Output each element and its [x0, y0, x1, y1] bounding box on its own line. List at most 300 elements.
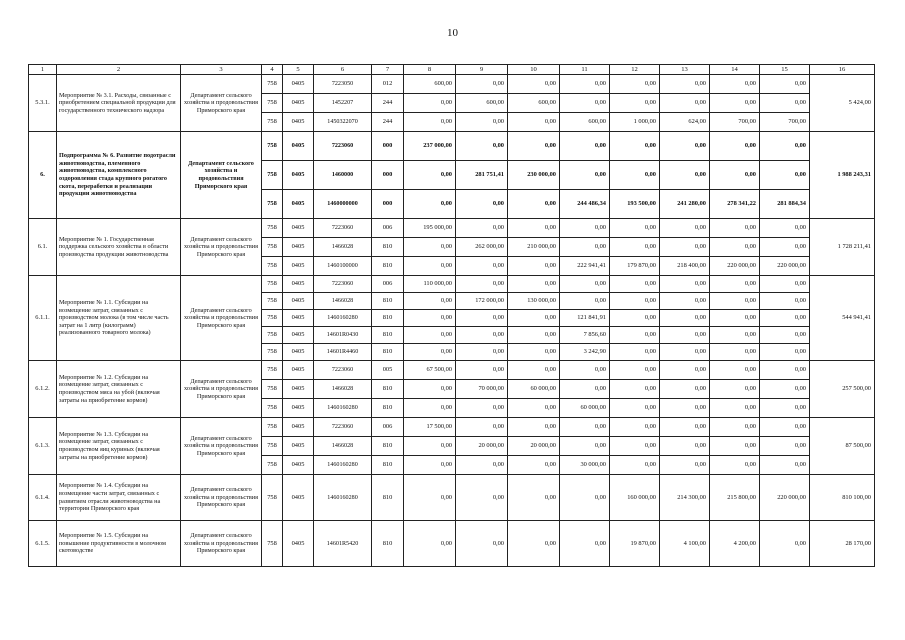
amount-cell: 0,00: [456, 521, 508, 567]
amount-cell: 600,00: [560, 113, 610, 132]
responsible-department: Департамент сельского хозяйства и продовольствия Приморского края: [181, 418, 262, 475]
amount-cell: 0,00: [560, 75, 610, 94]
grbs-code: 758: [262, 276, 283, 293]
column-header: 9: [456, 65, 508, 75]
item-number: 6.1.2.: [29, 361, 57, 418]
grbs-code: 758: [262, 293, 283, 310]
target-article-code: 7223060: [314, 418, 372, 437]
responsible-department: Департамент сельского хозяйства и продовольствия Приморского края: [181, 276, 262, 361]
amount-cell: 195 000,00: [404, 219, 456, 238]
amount-cell: 30 000,00: [560, 456, 610, 475]
amount-cell: 0,00: [760, 161, 810, 190]
page-number: 10: [447, 27, 458, 39]
amount-cell: 0,00: [508, 327, 560, 344]
total-amount: 1 728 211,41: [810, 219, 875, 276]
amount-cell: 600,00: [508, 94, 560, 113]
target-article-code: 14601R5420: [314, 521, 372, 567]
amount-cell: 0,00: [710, 219, 760, 238]
amount-cell: 0,00: [710, 161, 760, 190]
item-description: Подпрограмма № 6. Развитие подотрасли животноводства, племенного животноводства, комплексного оздоровления стада крупного рогатого скота, переработки и реализации продукции животноводства: [57, 132, 181, 219]
expense-type-code: 810: [372, 310, 404, 327]
amount-cell: 600,00: [456, 94, 508, 113]
amount-cell: 0,00: [456, 456, 508, 475]
section-code: 0405: [283, 475, 314, 521]
amount-cell: 67 500,00: [404, 361, 456, 380]
target-article-code: 1460160280: [314, 399, 372, 418]
amount-cell: 0,00: [456, 418, 508, 437]
amount-cell: 0,00: [560, 475, 610, 521]
section-code: 0405: [283, 521, 314, 567]
amount-cell: 0,00: [610, 344, 660, 361]
section-code: 0405: [283, 161, 314, 190]
column-header: 13: [660, 65, 710, 75]
item-description: Мероприятие № 3.1. Расходы, связанные с приобретением специальной продукции для государственного технического надзора: [57, 75, 181, 132]
total-amount: 87 500,00: [810, 418, 875, 475]
amount-cell: 0,00: [660, 75, 710, 94]
amount-cell: 0,00: [508, 418, 560, 437]
amount-cell: 0,00: [760, 75, 810, 94]
item-number: 6.1.1.: [29, 276, 57, 361]
grbs-code: 758: [262, 521, 283, 567]
amount-cell: 0,00: [660, 132, 710, 161]
amount-cell: 0,00: [560, 293, 610, 310]
column-header: 14: [710, 65, 760, 75]
section-code: 0405: [283, 380, 314, 399]
item-number: 6.1.5.: [29, 521, 57, 567]
item-description: Мероприятие № 1.3. Субсидии на возмещение затрат, связанных с производством яиц куриных (включая затраты на приобретение кормов): [57, 418, 181, 475]
grbs-code: 758: [262, 437, 283, 456]
amount-cell: 220 000,00: [760, 475, 810, 521]
amount-cell: 0,00: [404, 437, 456, 456]
amount-cell: 0,00: [456, 361, 508, 380]
amount-cell: 0,00: [508, 310, 560, 327]
amount-cell: 0,00: [508, 132, 560, 161]
amount-cell: 0,00: [660, 238, 710, 257]
expense-type-code: 810: [372, 456, 404, 475]
column-header: 2: [57, 65, 181, 75]
amount-cell: 0,00: [560, 161, 610, 190]
amount-cell: 60 000,00: [560, 399, 610, 418]
column-header: 10: [508, 65, 560, 75]
item-number: 5.3.1.: [29, 75, 57, 132]
total-amount: 257 500,00: [810, 361, 875, 418]
amount-cell: 0,00: [456, 310, 508, 327]
amount-cell: 0,00: [610, 161, 660, 190]
section-code: 0405: [283, 418, 314, 437]
amount-cell: 3 242,90: [560, 344, 610, 361]
amount-cell: 0,00: [404, 456, 456, 475]
amount-cell: 0,00: [660, 219, 710, 238]
amount-cell: 0,00: [610, 399, 660, 418]
section-code: 0405: [283, 456, 314, 475]
section-code: 0405: [283, 190, 314, 219]
section-code: 0405: [283, 344, 314, 361]
expense-type-code: 810: [372, 475, 404, 521]
amount-cell: 60 000,00: [508, 380, 560, 399]
grbs-code: 758: [262, 238, 283, 257]
target-article-code: 1466028: [314, 238, 372, 257]
target-article-code: 7223060: [314, 132, 372, 161]
section-code: 0405: [283, 361, 314, 380]
table-row: [29, 276, 875, 293]
column-header: 16: [810, 65, 875, 75]
amount-cell: 0,00: [560, 521, 610, 567]
amount-cell: 0,00: [710, 276, 760, 293]
amount-cell: 0,00: [760, 327, 810, 344]
amount-cell: 0,00: [610, 361, 660, 380]
amount-cell: 0,00: [456, 276, 508, 293]
table-row: [29, 475, 875, 521]
expense-type-code: 810: [372, 293, 404, 310]
amount-cell: 0,00: [760, 437, 810, 456]
section-code: 0405: [283, 310, 314, 327]
amount-cell: 0,00: [710, 293, 760, 310]
amount-cell: 0,00: [560, 380, 610, 399]
amount-cell: 160 000,00: [610, 475, 660, 521]
section-code: 0405: [283, 276, 314, 293]
amount-cell: 172 000,00: [456, 293, 508, 310]
amount-cell: 0,00: [456, 190, 508, 219]
amount-cell: 121 841,91: [560, 310, 610, 327]
section-code: 0405: [283, 113, 314, 132]
amount-cell: 0,00: [710, 399, 760, 418]
table-row: [29, 75, 875, 94]
expense-type-code: 810: [372, 437, 404, 456]
target-article-code: 1460000: [314, 161, 372, 190]
amount-cell: 0,00: [660, 399, 710, 418]
amount-cell: 0,00: [456, 132, 508, 161]
amount-cell: 0,00: [508, 190, 560, 219]
amount-cell: 0,00: [760, 310, 810, 327]
grbs-code: 758: [262, 344, 283, 361]
amount-cell: 0,00: [710, 418, 760, 437]
amount-cell: 0,00: [610, 219, 660, 238]
amount-cell: 0,00: [508, 399, 560, 418]
total-amount: 544 941,41: [810, 276, 875, 361]
target-article-code: 1460100000: [314, 257, 372, 276]
expense-type-code: 005: [372, 361, 404, 380]
table-row: [29, 418, 875, 437]
amount-cell: 0,00: [404, 475, 456, 521]
section-code: 0405: [283, 399, 314, 418]
grbs-code: 758: [262, 190, 283, 219]
amount-cell: 0,00: [610, 418, 660, 437]
amount-cell: 0,00: [760, 380, 810, 399]
amount-cell: 222 941,41: [560, 257, 610, 276]
amount-cell: 19 870,00: [610, 521, 660, 567]
amount-cell: 0,00: [760, 344, 810, 361]
section-code: 0405: [283, 257, 314, 276]
amount-cell: 624,00: [660, 113, 710, 132]
table-row: [29, 361, 875, 380]
expense-type-code: 006: [372, 219, 404, 238]
amount-cell: 0,00: [710, 327, 760, 344]
amount-cell: 0,00: [660, 327, 710, 344]
amount-cell: 0,00: [660, 437, 710, 456]
expense-type-code: 810: [372, 521, 404, 567]
amount-cell: 0,00: [456, 399, 508, 418]
amount-cell: 0,00: [508, 521, 560, 567]
target-article-code: 7223060: [314, 219, 372, 238]
target-article-code: 7223060: [314, 361, 372, 380]
amount-cell: 0,00: [610, 456, 660, 475]
amount-cell: 700,00: [760, 113, 810, 132]
amount-cell: 0,00: [456, 75, 508, 94]
amount-cell: 20 000,00: [456, 437, 508, 456]
amount-cell: 0,00: [710, 437, 760, 456]
amount-cell: 0,00: [404, 380, 456, 399]
amount-cell: 0,00: [760, 94, 810, 113]
item-description: Мероприятие № 1. Государственная поддержка сельского хозяйства в области производства продукции животноводства: [57, 219, 181, 276]
amount-cell: 0,00: [404, 399, 456, 418]
amount-cell: 0,00: [710, 380, 760, 399]
table-row: [29, 521, 875, 567]
amount-cell: 0,00: [456, 257, 508, 276]
target-article-code: 1466028: [314, 380, 372, 399]
grbs-code: 758: [262, 380, 283, 399]
amount-cell: 179 870,00: [610, 257, 660, 276]
grbs-code: 758: [262, 219, 283, 238]
amount-cell: 0,00: [710, 132, 760, 161]
column-header: 7: [372, 65, 404, 75]
amount-cell: 0,00: [560, 361, 610, 380]
expense-type-code: 810: [372, 399, 404, 418]
grbs-code: 758: [262, 257, 283, 276]
amount-cell: 4 200,00: [710, 521, 760, 567]
column-header: 3: [181, 65, 262, 75]
amount-cell: 20 000,00: [508, 437, 560, 456]
amount-cell: 0,00: [560, 238, 610, 257]
expense-type-code: 810: [372, 327, 404, 344]
table-row: [29, 132, 875, 161]
section-code: 0405: [283, 94, 314, 113]
total-amount: 810 100,00: [810, 475, 875, 521]
table-row: [29, 219, 875, 238]
expense-type-code: 006: [372, 418, 404, 437]
amount-cell: 0,00: [456, 475, 508, 521]
amount-cell: 0,00: [710, 456, 760, 475]
amount-cell: 0,00: [508, 113, 560, 132]
grbs-code: 758: [262, 310, 283, 327]
amount-cell: 0,00: [560, 219, 610, 238]
amount-cell: 0,00: [508, 475, 560, 521]
total-amount: 1 988 243,31: [810, 132, 875, 219]
amount-cell: 193 500,00: [610, 190, 660, 219]
expense-type-code: 000: [372, 161, 404, 190]
amount-cell: 0,00: [660, 418, 710, 437]
responsible-department: Департамент сельского хозяйства и продовольствия Приморского края: [181, 475, 262, 521]
amount-cell: 130 000,00: [508, 293, 560, 310]
expense-type-code: 006: [372, 276, 404, 293]
amount-cell: 0,00: [710, 344, 760, 361]
expense-type-code: 000: [372, 132, 404, 161]
amount-cell: 262 000,00: [456, 238, 508, 257]
item-description: Мероприятие № 1.1. Субсидии на возмещение затрат, связанных с производством молока (в том числе часть затрат на 1 литр (килограмм) реализованного товарного молока): [57, 276, 181, 361]
responsible-department: Департамент сельского хозяйства и продовольствия Приморского края: [181, 75, 262, 132]
amount-cell: 230 000,00: [508, 161, 560, 190]
target-article-code: 1452207: [314, 94, 372, 113]
amount-cell: 0,00: [456, 327, 508, 344]
target-article-code: 7223060: [314, 276, 372, 293]
column-header: 6: [314, 65, 372, 75]
responsible-department: Департамент сельского хозяйства и продовольствия Приморского края: [181, 132, 262, 219]
expense-type-code: 810: [372, 238, 404, 257]
item-number: 6.: [29, 132, 57, 219]
responsible-department: Департамент сельского хозяйства и продовольствия Приморского края: [181, 361, 262, 418]
column-header: 12: [610, 65, 660, 75]
amount-cell: 0,00: [710, 310, 760, 327]
expense-type-code: 810: [372, 344, 404, 361]
amount-cell: 0,00: [508, 219, 560, 238]
section-code: 0405: [283, 437, 314, 456]
target-article-code: 1460160280: [314, 475, 372, 521]
amount-cell: 241 280,00: [660, 190, 710, 219]
amount-cell: 0,00: [560, 418, 610, 437]
item-description: Мероприятие № 1.5. Субсидии на повышение продуктивности в молочном скотоводстве: [57, 521, 181, 567]
amount-cell: 0,00: [660, 456, 710, 475]
target-article-code: 1450322070: [314, 113, 372, 132]
amount-cell: 0,00: [660, 161, 710, 190]
amount-cell: 281 751,41: [456, 161, 508, 190]
amount-cell: 278 341,22: [710, 190, 760, 219]
amount-cell: 0,00: [404, 293, 456, 310]
amount-cell: 110 000,00: [404, 276, 456, 293]
amount-cell: 237 000,00: [404, 132, 456, 161]
amount-cell: 0,00: [456, 113, 508, 132]
amount-cell: 0,00: [710, 94, 760, 113]
grbs-code: 758: [262, 361, 283, 380]
amount-cell: 0,00: [508, 344, 560, 361]
section-code: 0405: [283, 327, 314, 344]
section-code: 0405: [283, 238, 314, 257]
item-number: 6.1.3.: [29, 418, 57, 475]
target-article-code: 14601R4460: [314, 344, 372, 361]
amount-cell: 214 300,00: [660, 475, 710, 521]
amount-cell: 0,00: [760, 399, 810, 418]
amount-cell: 0,00: [610, 238, 660, 257]
amount-cell: 0,00: [760, 456, 810, 475]
amount-cell: 70 000,00: [456, 380, 508, 399]
item-number: 6.1.: [29, 219, 57, 276]
expense-type-code: 244: [372, 94, 404, 113]
amount-cell: 0,00: [710, 238, 760, 257]
amount-cell: 0,00: [560, 94, 610, 113]
target-article-code: 1460160280: [314, 310, 372, 327]
target-article-code: 1460000000: [314, 190, 372, 219]
amount-cell: 0,00: [760, 293, 810, 310]
amount-cell: 210 000,00: [508, 238, 560, 257]
amount-cell: 0,00: [404, 161, 456, 190]
column-header: 8: [404, 65, 456, 75]
item-description: Мероприятие № 1.4. Субсидии на возмещение части затрат, связанных с развитием отрасли животноводства на территории Приморского края: [57, 475, 181, 521]
amount-cell: 0,00: [660, 94, 710, 113]
amount-cell: 0,00: [610, 310, 660, 327]
amount-cell: 244 486,34: [560, 190, 610, 219]
header-row: [29, 65, 875, 75]
grbs-code: 758: [262, 456, 283, 475]
column-header: 1: [29, 65, 57, 75]
grbs-code: 758: [262, 113, 283, 132]
amount-cell: 0,00: [404, 521, 456, 567]
amount-cell: 0,00: [610, 75, 660, 94]
section-code: 0405: [283, 132, 314, 161]
amount-cell: 0,00: [610, 132, 660, 161]
column-header: 11: [560, 65, 610, 75]
amount-cell: 0,00: [404, 94, 456, 113]
amount-cell: 0,00: [660, 310, 710, 327]
amount-cell: 0,00: [760, 361, 810, 380]
grbs-code: 758: [262, 399, 283, 418]
expense-type-code: 244: [372, 113, 404, 132]
amount-cell: 218 400,00: [660, 257, 710, 276]
grbs-code: 758: [262, 475, 283, 521]
budget-table: [28, 64, 875, 567]
amount-cell: 0,00: [760, 521, 810, 567]
amount-cell: 0,00: [404, 310, 456, 327]
amount-cell: 0,00: [660, 276, 710, 293]
amount-cell: 1 000,00: [610, 113, 660, 132]
target-article-code: 7223050: [314, 75, 372, 94]
target-article-code: 1460160280: [314, 456, 372, 475]
expense-type-code: 012: [372, 75, 404, 94]
amount-cell: 0,00: [560, 132, 610, 161]
amount-cell: 215 800,00: [710, 475, 760, 521]
total-amount: 28 170,00: [810, 521, 875, 567]
amount-cell: 0,00: [610, 94, 660, 113]
amount-cell: 0,00: [660, 361, 710, 380]
column-header: 4: [262, 65, 283, 75]
column-header: 15: [760, 65, 810, 75]
amount-cell: 0,00: [404, 257, 456, 276]
amount-cell: 0,00: [508, 456, 560, 475]
amount-cell: 0,00: [560, 437, 610, 456]
amount-cell: 600,00: [404, 75, 456, 94]
amount-cell: 0,00: [404, 238, 456, 257]
responsible-department: Департамент сельского хозяйства и продовольствия Приморского края: [181, 521, 262, 567]
expense-type-code: 000: [372, 190, 404, 219]
grbs-code: 758: [262, 94, 283, 113]
amount-cell: 0,00: [760, 276, 810, 293]
amount-cell: 0,00: [508, 257, 560, 276]
amount-cell: 0,00: [404, 190, 456, 219]
amount-cell: 0,00: [610, 293, 660, 310]
amount-cell: 0,00: [710, 361, 760, 380]
responsible-department: Департамент сельского хозяйства и продовольствия Приморского края: [181, 219, 262, 276]
amount-cell: 0,00: [760, 238, 810, 257]
amount-cell: 0,00: [508, 276, 560, 293]
grbs-code: 758: [262, 418, 283, 437]
expense-type-code: 810: [372, 380, 404, 399]
target-article-code: 14601R0430: [314, 327, 372, 344]
target-article-code: 1466028: [314, 293, 372, 310]
amount-cell: 0,00: [610, 327, 660, 344]
grbs-code: 758: [262, 132, 283, 161]
amount-cell: 0,00: [456, 344, 508, 361]
amount-cell: 4 100,00: [660, 521, 710, 567]
section-code: 0405: [283, 219, 314, 238]
amount-cell: 0,00: [760, 132, 810, 161]
amount-cell: 0,00: [760, 418, 810, 437]
amount-cell: 17 500,00: [404, 418, 456, 437]
amount-cell: 0,00: [610, 437, 660, 456]
amount-cell: 0,00: [508, 75, 560, 94]
amount-cell: 0,00: [404, 113, 456, 132]
item-description: Мероприятие № 1.2. Субсидии на возмещение затрат, связанных с производством мяса на убой (включая затраты на приобретение кормов): [57, 361, 181, 418]
section-code: 0405: [283, 75, 314, 94]
amount-cell: 700,00: [710, 113, 760, 132]
amount-cell: 220 000,00: [710, 257, 760, 276]
amount-cell: 0,00: [404, 327, 456, 344]
